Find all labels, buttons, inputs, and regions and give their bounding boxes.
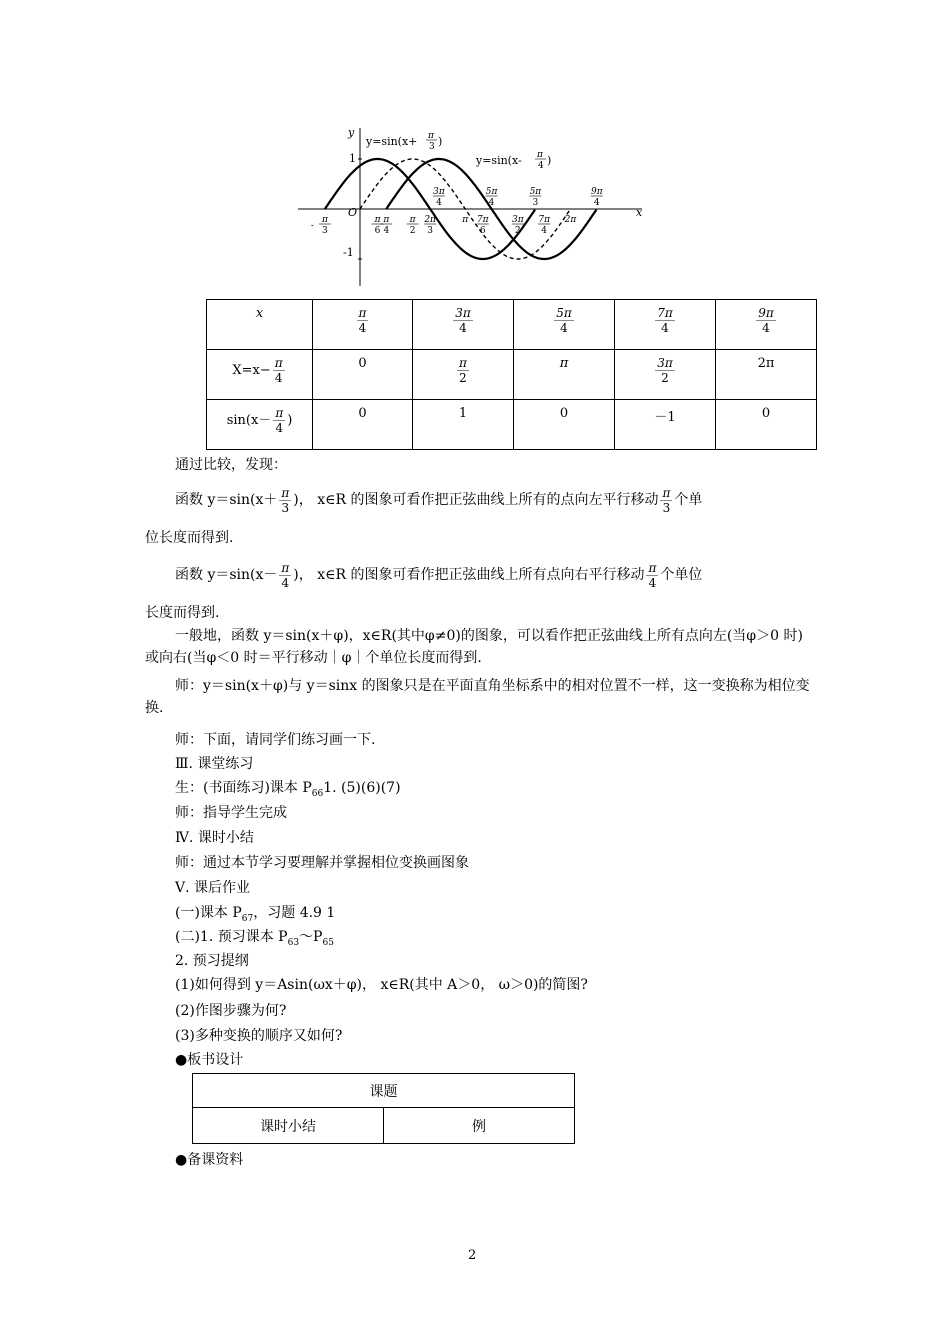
x-tick-label — [372, 215, 384, 236]
table-row-sin — [207, 400, 817, 450]
svg-text:): ) — [438, 135, 443, 148]
x-tick-label — [529, 187, 542, 208]
svg-text:π: π — [428, 131, 434, 141]
section-classroom-practice: Ⅲ. 课堂练习 — [175, 756, 254, 772]
svg-text:4: 4 — [593, 198, 600, 208]
svg-text:3π: 3π — [433, 187, 445, 197]
x-tick-label — [407, 215, 419, 236]
paragraph-general: 一般地，函数 y＝sin(x＋φ)，x∈R(其中φ≠0)的图象，可以看作把正弦曲线上所有点向左(当φ＞0 时)或向右(当φ＜0 时＝平行移动｜φ｜个单位长度而得到. — [145, 628, 803, 666]
board-design-heading: ●板书设计 — [175, 1052, 244, 1068]
svg-text:4: 4 — [541, 226, 548, 236]
svg-text:4: 4 — [383, 226, 390, 236]
x-tick-label — [311, 215, 331, 236]
svg-text:2: 2 — [409, 226, 416, 236]
x-tick-label — [591, 187, 604, 208]
x-tick-label — [477, 215, 490, 236]
svg-text:π: π — [374, 215, 381, 225]
cell-x-1: $\frac{\pi}{4}$ — [313, 300, 413, 350]
homework-1: (一)课本 $P_{67}$，习题 4.9 1 — [175, 905, 336, 924]
prep-materials-heading: ●备课资料 — [175, 1152, 244, 1168]
teacher-summary: 师：通过本节学习要理解并掌握相位变换画图象 — [175, 855, 469, 871]
header-x: x — [207, 300, 313, 350]
svg-text:4: 4 — [488, 198, 495, 208]
svg-text:6: 6 — [479, 226, 486, 236]
outline-q1: (1)如何得到 y＝Asin(ωx＋φ)， x∈R(其中 A＞0， ω＞0)的简图? — [175, 977, 588, 993]
cell-sin-3: 0 — [514, 400, 615, 450]
x-tick-label — [461, 215, 469, 225]
cell-x-5: $\frac{9\pi}{4}$ — [716, 300, 817, 350]
x-tick-label — [380, 215, 392, 236]
paragraph-shift-left: 函数 y＝sin(x＋ $\frac{\pi}{3}$ )， x∈R 的图象可看作把正弦曲线上所有的点向左平行移动 $\frac{\pi}{3}$ 个单 — [175, 485, 703, 515]
svg-text:3: 3 — [322, 226, 328, 236]
header-sin: sin(x－ $\frac{\pi}{4}$ ) — [207, 400, 313, 450]
cell-X-2: $\frac{\pi}{2}$ — [413, 350, 514, 400]
sine-shift-graph — [290, 118, 660, 290]
x-tick-label — [423, 215, 437, 236]
svg-text:-: - — [310, 221, 314, 231]
svg-text:π: π — [462, 215, 469, 225]
student-exercise: 生：(书面练习)课本 $P_{66}1$. (5)(6)(7) — [175, 780, 401, 799]
svg-text:4: 4 — [538, 161, 544, 171]
svg-text:7π: 7π — [538, 215, 551, 225]
outline-q3: (3)多种变换的顺序又如何? — [175, 1028, 343, 1044]
header-X: X=x− $\frac{\pi}{4}$ — [207, 350, 313, 400]
paragraph-shift-right-cont: 长度而得到. — [145, 605, 220, 621]
x-tick-label — [538, 215, 551, 236]
page-number: 2 — [468, 1248, 477, 1263]
label-curve-minus: y=sin(x- — [476, 154, 522, 167]
svg-text:3: 3 — [429, 142, 435, 152]
cell-X-4: $\frac{3\pi}{2}$ — [615, 350, 716, 400]
svg-text:4: 4 — [436, 198, 442, 208]
label-curve-plus: y=sin(x+ — [366, 135, 418, 148]
section-homework: Ⅴ. 课后作业 — [175, 880, 251, 896]
svg-text:π: π — [321, 215, 328, 225]
board-cell-summary: 课时小结 — [193, 1108, 384, 1144]
svg-text:5π: 5π — [529, 187, 542, 197]
teacher-practice: 师：下面，请同学们练习画一下. — [175, 732, 376, 748]
preview-outline: 2. 预习提纲 — [175, 953, 249, 969]
paragraph-shift-right: 函数 y＝sin(x－ $\frac{\pi}{4}$ )， x∈R 的图象可看作把正弦曲线上所有点向右平行移动 $\frac{\pi}{4}$ 个单位 — [175, 560, 703, 590]
cell-x-4: $\frac{7\pi}{4}$ — [615, 300, 716, 350]
svg-text:3π: 3π — [512, 215, 524, 225]
cell-sin-2: 1 — [413, 400, 514, 450]
compare-line: 通过比较，发现： — [175, 457, 287, 473]
svg-text:2π: 2π — [564, 215, 577, 225]
cell-sin-1: 0 — [313, 400, 413, 450]
svg-text:): ) — [547, 154, 552, 167]
board-title: 课题 — [193, 1074, 575, 1108]
x-tick-label — [564, 215, 578, 225]
table-row-x — [207, 300, 817, 350]
cell-x-3: $\frac{5\pi}{4}$ — [514, 300, 615, 350]
table-row-X — [207, 350, 817, 400]
paragraph-phase-shift: 师：y＝sin(x＋φ)与 y＝sinx 的图象只是在平面直角坐标系中的相对位置不一样，这一变换称为相位变换. — [145, 678, 810, 716]
cell-sin-4: －1 — [615, 400, 716, 450]
board-design-table — [192, 1073, 575, 1144]
homework-2: (二)1. 预习课本 $P_{63}\sim P_{65}$ — [175, 929, 334, 948]
svg-text:9π: 9π — [590, 187, 603, 197]
paragraph-shift-left-cont: 位长度而得到. — [145, 530, 234, 546]
svg-text:3: 3 — [532, 198, 539, 208]
y-axis-label: y — [348, 126, 355, 139]
origin-label: O — [348, 206, 358, 219]
svg-text:2π: 2π — [424, 215, 436, 225]
x-tick-label — [433, 187, 446, 208]
outline-q2: (2)作图步骤为何? — [175, 1003, 287, 1019]
y-tick-1: 1 — [349, 152, 356, 165]
svg-text:6: 6 — [374, 226, 381, 236]
svg-text:3: 3 — [427, 226, 434, 236]
board-cell-example: 例 — [384, 1108, 575, 1144]
cell-X-1: 0 — [313, 350, 413, 400]
cell-X-5: 2π — [716, 350, 817, 400]
svg-text:2: 2 — [514, 226, 521, 236]
label-curve-minus-frac — [535, 150, 551, 171]
svg-text:5π: 5π — [485, 187, 498, 197]
svg-text:7π: 7π — [476, 215, 489, 225]
section-summary: Ⅳ. 课时小结 — [175, 830, 254, 846]
svg-text:π: π — [537, 150, 543, 160]
svg-text:π: π — [383, 215, 390, 225]
value-table — [206, 299, 817, 450]
label-curve-plus-frac — [426, 131, 442, 152]
cell-X-3: π — [514, 350, 615, 400]
cell-sin-5: 0 — [716, 400, 817, 450]
x-axis-label: x — [636, 206, 643, 219]
y-tick-neg1: -1 — [343, 246, 354, 259]
svg-text:π: π — [409, 215, 416, 225]
cell-x-2: $\frac{3\pi}{4}$ — [413, 300, 514, 350]
teacher-guide: 师：指导学生完成 — [175, 805, 287, 821]
